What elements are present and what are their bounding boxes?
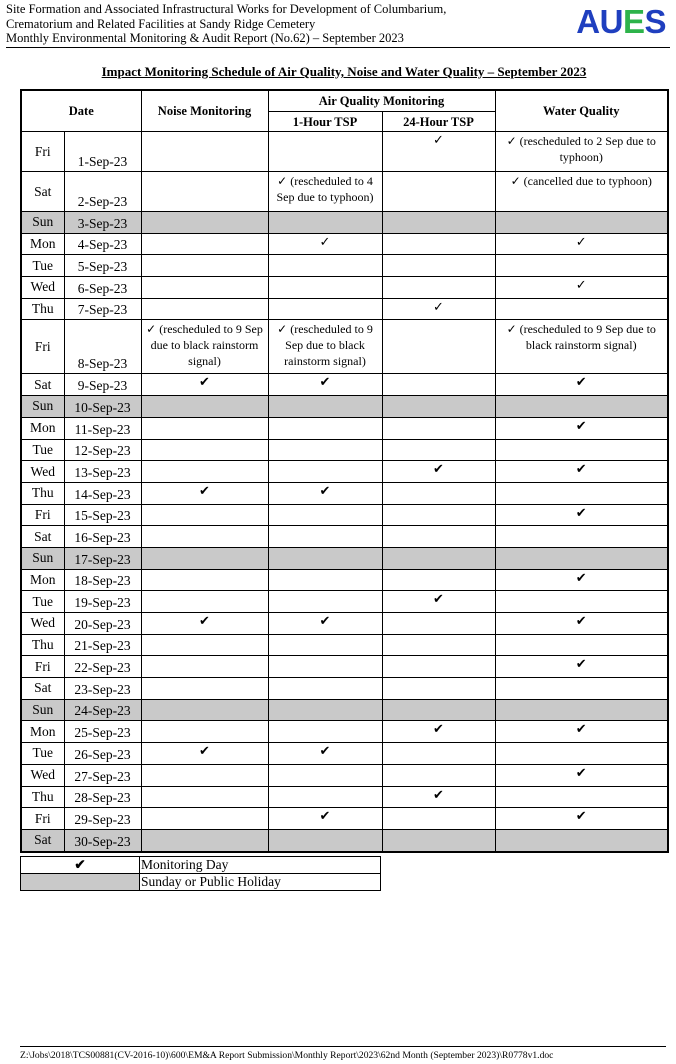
- table-row: [21, 504, 668, 526]
- table-row: [21, 829, 668, 851]
- table-row: [21, 396, 668, 418]
- cell-water: [495, 699, 668, 721]
- cell-date: 27-Sep-23: [64, 764, 141, 786]
- cell-tsp24: ✔: [382, 786, 495, 808]
- cell-day: Tue: [21, 591, 64, 613]
- cell-tsp24: [382, 172, 495, 212]
- cell-day: Thu: [21, 298, 64, 320]
- schedule-body: [21, 132, 668, 852]
- cell-day: Fri: [21, 132, 64, 172]
- cell-noise: [141, 764, 268, 786]
- cell-day: Sat: [21, 172, 64, 212]
- cell-noise: [141, 634, 268, 656]
- cell-date: 3-Sep-23: [64, 212, 141, 234]
- cell-tsp24: [382, 320, 495, 374]
- table-row: [21, 233, 668, 255]
- cell-water: [495, 526, 668, 548]
- table-row: [21, 764, 668, 786]
- cell-day: Sat: [21, 829, 64, 851]
- cell-day: Mon: [21, 417, 64, 439]
- cell-tsp1: [268, 829, 382, 851]
- cell-tsp1: [268, 255, 382, 277]
- cell-tsp1: [268, 591, 382, 613]
- cell-noise: [141, 298, 268, 320]
- cell-tsp1: ✔: [268, 374, 382, 396]
- cell-tsp24: ✓: [382, 298, 495, 320]
- cell-day: Mon: [21, 721, 64, 743]
- cell-noise: [141, 678, 268, 700]
- cell-tsp24: [382, 482, 495, 504]
- table-row: [21, 591, 668, 613]
- table-row: [21, 678, 668, 700]
- cell-tsp1: [268, 461, 382, 483]
- cell-water: ✔: [495, 374, 668, 396]
- cell-date: 24-Sep-23: [64, 699, 141, 721]
- table-row: [21, 743, 668, 765]
- cell-water: [495, 298, 668, 320]
- table-row: [21, 417, 668, 439]
- cell-tsp1: [268, 656, 382, 678]
- aues-logo: [576, 4, 666, 40]
- logo-letter: S: [644, 3, 666, 40]
- cell-water: ✔: [495, 504, 668, 526]
- cell-noise: [141, 233, 268, 255]
- cell-tsp1: [268, 298, 382, 320]
- cell-day: Tue: [21, 743, 64, 765]
- cell-day: Fri: [21, 808, 64, 830]
- logo-letter: E: [622, 3, 645, 40]
- cell-water: ✓: [495, 277, 668, 299]
- table-row: [21, 320, 668, 374]
- cell-tsp24: [382, 656, 495, 678]
- cell-day: Thu: [21, 634, 64, 656]
- report-header: [6, 2, 670, 48]
- logo-letter: A: [576, 3, 600, 40]
- cell-date: 2-Sep-23: [64, 172, 141, 212]
- cell-tsp1: ✓ (rescheduled to 9 Sep due to black rainstorm signal): [268, 320, 382, 374]
- table-row: [21, 374, 668, 396]
- cell-tsp24: [382, 396, 495, 418]
- cell-water: ✔: [495, 721, 668, 743]
- cell-day: Mon: [21, 569, 64, 591]
- schedule-title: Impact Monitoring Schedule of Air Quality, Noise and Water Quality – September 2023: [101, 64, 587, 79]
- cell-tsp1: ✓: [268, 233, 382, 255]
- cell-tsp1: [268, 396, 382, 418]
- cell-water: [495, 678, 668, 700]
- cell-tsp24: ✔: [382, 591, 495, 613]
- header-line-2: Crematorium and Related Facilities at Sandy Ridge Cemetery: [6, 16, 316, 31]
- footer-divider: [20, 1046, 666, 1047]
- cell-day: Fri: [21, 504, 64, 526]
- legend-holiday: Sunday or Public Holiday: [140, 874, 381, 891]
- table-row: [21, 808, 668, 830]
- cell-tsp24: [382, 569, 495, 591]
- cell-tsp1: [268, 132, 382, 172]
- cell-water: ✔: [495, 417, 668, 439]
- table-row: [21, 634, 668, 656]
- cell-noise: [141, 721, 268, 743]
- table-row: [21, 132, 668, 172]
- cell-tsp24: [382, 808, 495, 830]
- cell-date: 11-Sep-23: [64, 417, 141, 439]
- cell-water: ✔: [495, 764, 668, 786]
- cell-date: 25-Sep-23: [64, 721, 141, 743]
- cell-noise: [141, 439, 268, 461]
- cell-noise: [141, 212, 268, 234]
- cell-date: 26-Sep-23: [64, 743, 141, 765]
- legend-check-icon: ✔: [21, 857, 140, 874]
- cell-day: Sun: [21, 547, 64, 569]
- cell-water: ✓ (rescheduled to 2 Sep due to typhoon): [495, 132, 668, 172]
- cell-noise: [141, 255, 268, 277]
- file-path-footer: Z:\Jobs\2018\TCS00881(CV-2016-10)\600\EM&A Report Submission\Monthly Report\2023\62nd Month (September 2023)\R0778v1.doc: [20, 1050, 554, 1061]
- header-text: [6, 2, 670, 46]
- cell-day: Sat: [21, 678, 64, 700]
- header-1hour-tsp: 1-Hour TSP: [268, 112, 382, 132]
- cell-date: 7-Sep-23: [64, 298, 141, 320]
- cell-water: ✔: [495, 808, 668, 830]
- cell-tsp1: [268, 786, 382, 808]
- cell-tsp1: [268, 634, 382, 656]
- logo-letter: U: [599, 3, 623, 40]
- cell-date: 18-Sep-23: [64, 569, 141, 591]
- cell-tsp24: [382, 417, 495, 439]
- cell-tsp24: [382, 634, 495, 656]
- cell-tsp24: [382, 233, 495, 255]
- table-row: [21, 277, 668, 299]
- table-row: [21, 461, 668, 483]
- cell-day: Wed: [21, 764, 64, 786]
- cell-tsp1: [268, 212, 382, 234]
- cell-water: ✔: [495, 461, 668, 483]
- cell-tsp1: ✓ (rescheduled to 4 Sep due to typhoon): [268, 172, 382, 212]
- cell-day: Wed: [21, 277, 64, 299]
- cell-water: ✔: [495, 656, 668, 678]
- cell-day: Fri: [21, 320, 64, 374]
- cell-date: 23-Sep-23: [64, 678, 141, 700]
- cell-noise: [141, 417, 268, 439]
- header-line-1: Site Formation and Associated Infrastructural Works for Development of Columbarium,: [6, 2, 447, 16]
- cell-tsp24: [382, 829, 495, 851]
- cell-noise: ✔: [141, 743, 268, 765]
- cell-tsp24: [382, 743, 495, 765]
- cell-tsp1: [268, 547, 382, 569]
- table-row: [21, 255, 668, 277]
- cell-noise: [141, 786, 268, 808]
- cell-tsp24: [382, 212, 495, 234]
- cell-tsp1: [268, 504, 382, 526]
- cell-date: 19-Sep-23: [64, 591, 141, 613]
- cell-date: 17-Sep-23: [64, 547, 141, 569]
- cell-noise: [141, 699, 268, 721]
- cell-noise: [141, 547, 268, 569]
- cell-tsp24: [382, 699, 495, 721]
- header-24hour-tsp: 24-Hour TSP: [382, 112, 495, 132]
- cell-date: 9-Sep-23: [64, 374, 141, 396]
- cell-noise: [141, 656, 268, 678]
- cell-day: Wed: [21, 461, 64, 483]
- cell-tsp1: [268, 277, 382, 299]
- header-noise: Noise Monitoring: [141, 90, 268, 132]
- cell-tsp24: [382, 277, 495, 299]
- cell-tsp1: ✔: [268, 743, 382, 765]
- cell-tsp1: [268, 569, 382, 591]
- cell-tsp24: ✓: [382, 132, 495, 172]
- cell-day: Sat: [21, 526, 64, 548]
- cell-water: [495, 786, 668, 808]
- cell-water: [495, 591, 668, 613]
- header-air-quality: Air Quality Monitoring: [268, 90, 495, 112]
- cell-date: 14-Sep-23: [64, 482, 141, 504]
- cell-tsp1: ✔: [268, 482, 382, 504]
- header-line-3: Monthly Environmental Monitoring & Audit Report (No.62) – September 2023: [6, 31, 404, 46]
- table-row: [21, 569, 668, 591]
- cell-day: Thu: [21, 482, 64, 504]
- cell-day: Sat: [21, 374, 64, 396]
- cell-date: 30-Sep-23: [64, 829, 141, 851]
- header-water-quality: Water Quality: [495, 90, 668, 132]
- cell-day: Wed: [21, 613, 64, 635]
- cell-date: 10-Sep-23: [64, 396, 141, 418]
- cell-date: 8-Sep-23: [64, 320, 141, 374]
- cell-day: Fri: [21, 656, 64, 678]
- table-row: [21, 656, 668, 678]
- table-row: [21, 699, 668, 721]
- cell-day: Sun: [21, 212, 64, 234]
- cell-noise: ✔: [141, 374, 268, 396]
- cell-tsp24: [382, 678, 495, 700]
- cell-noise: [141, 808, 268, 830]
- cell-noise: [141, 172, 268, 212]
- cell-noise: [141, 504, 268, 526]
- header-divider: [6, 47, 670, 48]
- cell-noise: ✔: [141, 482, 268, 504]
- cell-date: 29-Sep-23: [64, 808, 141, 830]
- table-row: [21, 786, 668, 808]
- cell-tsp24: [382, 504, 495, 526]
- cell-tsp1: [268, 678, 382, 700]
- cell-date: 16-Sep-23: [64, 526, 141, 548]
- cell-water: ✔: [495, 569, 668, 591]
- cell-tsp1: ✔: [268, 808, 382, 830]
- cell-tsp24: [382, 526, 495, 548]
- cell-date: 1-Sep-23: [64, 132, 141, 172]
- cell-date: 15-Sep-23: [64, 504, 141, 526]
- table-row: [21, 212, 668, 234]
- monitoring-schedule-table: [20, 89, 669, 853]
- cell-tsp1: [268, 699, 382, 721]
- cell-date: 13-Sep-23: [64, 461, 141, 483]
- cell-tsp1: [268, 439, 382, 461]
- table-row: [21, 613, 668, 635]
- cell-water: [495, 743, 668, 765]
- cell-tsp1: [268, 721, 382, 743]
- table-row: [21, 721, 668, 743]
- cell-water: [495, 212, 668, 234]
- cell-noise: [141, 526, 268, 548]
- cell-day: Sun: [21, 396, 64, 418]
- cell-tsp24: ✔: [382, 721, 495, 743]
- cell-tsp1: [268, 526, 382, 548]
- cell-tsp24: [382, 547, 495, 569]
- table-row: [21, 298, 668, 320]
- cell-noise: [141, 277, 268, 299]
- cell-date: 6-Sep-23: [64, 277, 141, 299]
- cell-tsp1: [268, 417, 382, 439]
- table-row: [21, 547, 668, 569]
- cell-tsp24: [382, 374, 495, 396]
- cell-tsp24: [382, 439, 495, 461]
- cell-water: [495, 255, 668, 277]
- cell-day: Tue: [21, 439, 64, 461]
- legend-table: [20, 856, 381, 891]
- table-row: [21, 526, 668, 548]
- cell-tsp24: [382, 764, 495, 786]
- legend-monitoring-day: Monitoring Day: [140, 857, 381, 874]
- cell-water: [495, 634, 668, 656]
- cell-date: 12-Sep-23: [64, 439, 141, 461]
- cell-water: [495, 547, 668, 569]
- table-row: [21, 482, 668, 504]
- cell-noise: ✓ (rescheduled to 9 Sep due to black rainstorm signal): [141, 320, 268, 374]
- cell-date: 20-Sep-23: [64, 613, 141, 635]
- cell-water: ✓: [495, 233, 668, 255]
- table-row: [21, 172, 668, 212]
- cell-water: ✔: [495, 613, 668, 635]
- cell-date: 28-Sep-23: [64, 786, 141, 808]
- cell-date: 4-Sep-23: [64, 233, 141, 255]
- cell-tsp24: [382, 255, 495, 277]
- cell-noise: [141, 396, 268, 418]
- cell-water: [495, 439, 668, 461]
- cell-day: Sun: [21, 699, 64, 721]
- cell-noise: [141, 461, 268, 483]
- cell-water: ✓ (cancelled due to typhoon): [495, 172, 668, 212]
- cell-noise: ✔: [141, 613, 268, 635]
- table-row: [21, 439, 668, 461]
- cell-water: [495, 482, 668, 504]
- cell-date: 21-Sep-23: [64, 634, 141, 656]
- cell-noise: [141, 569, 268, 591]
- cell-day: Mon: [21, 233, 64, 255]
- cell-date: 5-Sep-23: [64, 255, 141, 277]
- cell-tsp1: ✔: [268, 613, 382, 635]
- cell-water: [495, 829, 668, 851]
- cell-tsp24: ✔: [382, 461, 495, 483]
- cell-date: 22-Sep-23: [64, 656, 141, 678]
- cell-day: Tue: [21, 255, 64, 277]
- cell-water: [495, 396, 668, 418]
- cell-tsp24: [382, 613, 495, 635]
- cell-noise: [141, 829, 268, 851]
- cell-day: Thu: [21, 786, 64, 808]
- cell-tsp1: [268, 764, 382, 786]
- cell-water: ✓ (rescheduled to 9 Sep due to black rainstorm signal): [495, 320, 668, 374]
- header-date: Date: [21, 90, 141, 132]
- cell-noise: [141, 591, 268, 613]
- legend-holiday-swatch: [21, 874, 140, 891]
- cell-noise: [141, 132, 268, 172]
